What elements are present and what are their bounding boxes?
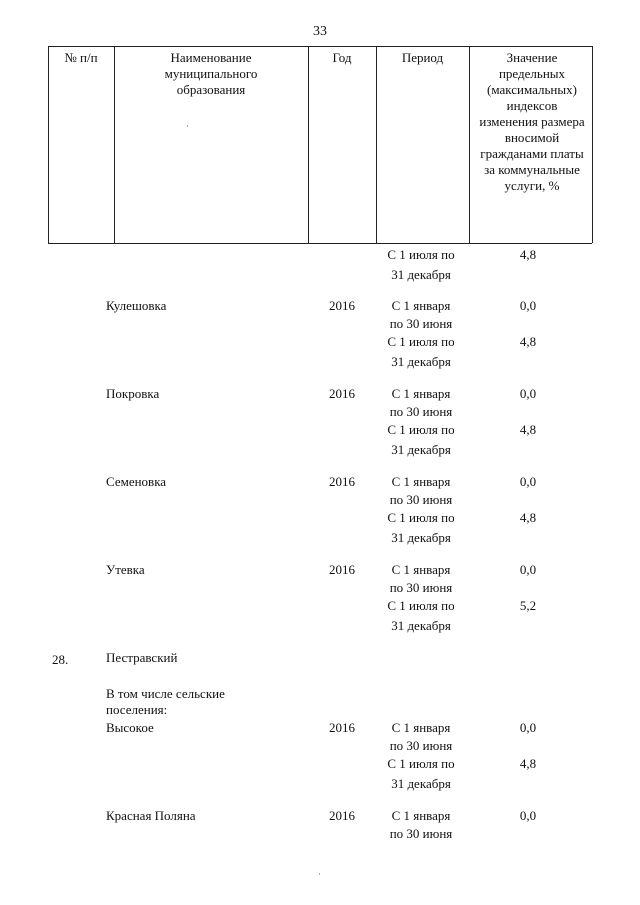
table-divider-4 (469, 46, 470, 243)
settlement-name: Покровка (106, 386, 160, 401)
settlement-year: 2016 (329, 298, 355, 313)
period-2-line2: 31 декабря (391, 530, 451, 545)
period-2-line1: С 1 июля по (387, 756, 455, 771)
including-label-line2: поселения: (106, 702, 168, 717)
period-1-line2: по 30 июня (389, 738, 453, 753)
page-number: 33 (313, 24, 327, 39)
value-1: 0,0 (519, 474, 537, 489)
continued-period-line1: С 1 июля по (387, 247, 455, 262)
period-1-line2: по 30 июня (389, 404, 453, 419)
including-label-line1: В том числе сельские (106, 686, 225, 701)
table-divider-3 (376, 46, 377, 243)
settlement-year: 2016 (329, 562, 355, 577)
district-name: Пестравский (106, 650, 178, 665)
value-2: 4,8 (519, 756, 537, 771)
settlement-year: 2016 (329, 808, 355, 823)
value-1: 0,0 (519, 298, 537, 313)
table-border-right (592, 46, 593, 243)
period-1-line2: по 30 июня (389, 580, 453, 595)
settlement-year: 2016 (329, 386, 355, 401)
period-2-line1: С 1 июля по (387, 422, 455, 437)
value-2: 4,8 (519, 510, 537, 525)
value-2: 4,8 (519, 422, 537, 437)
period-1-line2: по 30 июня (389, 826, 453, 841)
settlement-name: Семеновка (106, 474, 167, 489)
header-num: № п/п (64, 50, 98, 65)
settlement-name: Утевка (106, 562, 145, 577)
value-1: 0,0 (519, 720, 537, 735)
value-2: 5,2 (519, 598, 537, 613)
period-2-line1: С 1 июля по (387, 510, 455, 525)
table-top-border (48, 46, 592, 47)
scan-speck: · (186, 121, 189, 131)
period-1-line1: С 1 января (391, 720, 451, 735)
period-2-line1: С 1 июля по (387, 598, 455, 613)
period-1-line2: по 30 июня (389, 316, 453, 331)
district-number: 28. (52, 652, 69, 667)
period-1-line1: С 1 января (391, 298, 451, 313)
period-1-line1: С 1 января (391, 474, 451, 489)
period-2-line2: 31 декабря (391, 776, 451, 791)
period-2-line2: 31 декабря (391, 442, 451, 457)
period-1-line1: С 1 января (391, 808, 451, 823)
continued-value: 4,8 (519, 247, 537, 262)
scan-speck: · (318, 869, 321, 879)
settlement-name: Красная Поляна (106, 808, 196, 823)
period-1-line1: С 1 января (391, 386, 451, 401)
settlement-name: Высокое (106, 720, 154, 735)
continued-period-line2: 31 декабря (391, 267, 451, 282)
header-period: Период (401, 50, 444, 65)
settlement-name: Кулешовка (106, 298, 167, 313)
settlement-year: 2016 (329, 720, 355, 735)
value-1: 0,0 (519, 808, 537, 823)
value-1: 0,0 (519, 562, 537, 577)
value-2: 4,8 (519, 334, 537, 349)
table-border-left (48, 46, 49, 243)
header-name: Наименование муниципального образования (164, 50, 258, 97)
header-year: Год (332, 50, 352, 65)
period-1-line2: по 30 июня (389, 492, 453, 507)
settlement-year: 2016 (329, 474, 355, 489)
period-2-line2: 31 декабря (391, 354, 451, 369)
value-1: 0,0 (519, 386, 537, 401)
table-header-bottom-border (48, 243, 592, 244)
period-1-line1: С 1 января (391, 562, 451, 577)
period-2-line2: 31 декабря (391, 618, 451, 633)
table-divider-2 (308, 46, 309, 243)
table-divider-1 (114, 46, 115, 243)
header-value: Значение предельных (максимальных) индексов изменения размера вносимой гражданами платы за коммунальные услуги, % (479, 50, 585, 193)
period-2-line1: С 1 июля по (387, 334, 455, 349)
